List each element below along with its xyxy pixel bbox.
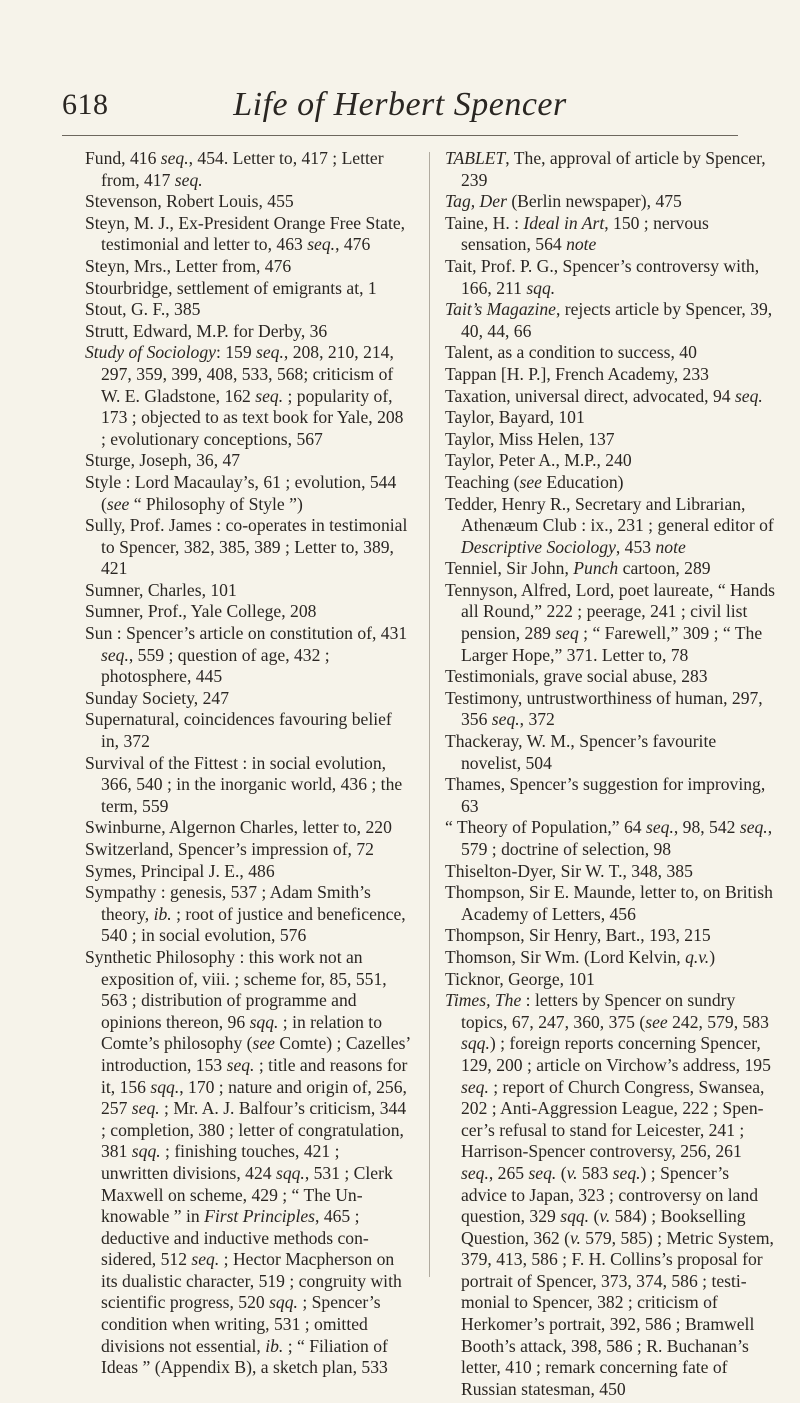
index-entry: Thomson, Sir Wm. (Lord Kelvin, q.v.) xyxy=(445,946,716,967)
index-entry: Sumner, Prof., Yale College, 208 xyxy=(85,601,317,622)
index-entry: Sunday Society, 247 xyxy=(85,687,229,708)
index-entry: Thames, Spencer’s suggestion for improving, 63 xyxy=(445,774,766,816)
index-entry: Taxation, universal direct, advocated, 94 seq. xyxy=(445,385,763,406)
running-title: Life of Herbert Spencer xyxy=(233,86,567,123)
index-column-left xyxy=(85,148,411,1379)
index-entry: Study of Sociology: 159 seq., 208, 210, 214, 297, 359, 399, 408, 533, 568; criticism of W. E. Gladstone, 162 seq. ; popularity of, 173 ; objected to as text book for Yale, 208 ; evolutionary conceptions, 567 xyxy=(85,342,404,449)
index-entry: Style : Lord Macaulay’s, 61 ; evolution, 544 (see “ Philosophy of Style ”) xyxy=(85,471,397,514)
column-divider xyxy=(429,152,430,1277)
index-entry: Strutt, Edward, M.P. for Derby, 36 xyxy=(85,320,328,341)
index-entry: Taine, H. : Ideal in Art, 150 ; nervous sensation, 564 note xyxy=(445,212,709,255)
index-entry: Talent, as a condition to success, 40 xyxy=(445,342,697,363)
index-entry: Taylor, Peter A., M.P., 240 xyxy=(445,450,632,471)
index-entry: Sun : Spencer’s article on constitution of, 431 seq., 559 ; question of age, 432 ; photosphere, 445 xyxy=(85,623,408,687)
index-column-right xyxy=(445,148,775,1400)
index-entry: Synthetic Philosophy : this work not an exposition of, viii. ; scheme for, 85, 551, 563 ; distribution of programme and opinions thereon, 96 sqq. ; in relation to Comte’s philosophy (see Comte) ; Cazelles’ introduction, 153 seq. ; title and reasons for it, 156 sqq., 170 ; nature and origin of, 256, 257 seq. ; Mr. A. J. Balfour’s criticism, 344 ; completion, 380 ; letter of congratulation, 381 sqq. ; finishing touches, 421 ; unwritten divisions, 424 sqq., 531 ; Clerk Maxwell on scheme, 429 ; “ The Unknowable ” in First Principles, 465 ; deductive and inductive methods considered, 512 seq. ; Hector Macpherson on its dualistic character, 519 ; congruity with scientific progress, 520 sqq. ; Spencer’s condition when writing, 531 ; omitted divisions not essential, ib. ; “ Filiation of Ideas ” (Appendix B), a sketch plan, 533 xyxy=(85,946,410,1378)
index-entry: Swinburne, Algernon Charles, letter to, 220 xyxy=(85,817,392,838)
page-header xyxy=(62,86,738,130)
index-entry: Thiselton-Dyer, Sir W. T., 348, 385 xyxy=(445,860,693,881)
index-entry: Testimonials, grave social abuse, 283 xyxy=(445,666,708,687)
index-entry: Thompson, Sir Henry, Bart., 193, 215 xyxy=(445,925,711,946)
index-entry: Tennyson, Alfred, Lord, poet laureate, “ Hands all Round,” 222 ; peerage, 241 ; civil list pension, 289 seq ; “ Farewell,” 309 ; “ The Larger Hope,” 371. Letter to, 78 xyxy=(445,579,776,665)
index-entry: Sully, Prof. James : co-operates in testimonial to Spencer, 382, 385, 389 ; Letter to, 389, 421 xyxy=(85,515,408,579)
index-entry: Sturge, Joseph, 36, 47 xyxy=(85,450,241,471)
index-entry: Stevenson, Robert Louis, 455 xyxy=(85,191,294,212)
index-entry: Thackeray, W. M., Spencer’s favourite novelist, 504 xyxy=(445,731,717,773)
index-entry: Sympathy : genesis, 537 ; Adam Smith’s theory, ib. ; root of justice and beneficence, 540 ; in social evolution, 576 xyxy=(85,882,406,946)
index-entry: Tag, Der (Berlin newspaper), 475 xyxy=(445,191,682,212)
index-entry: Sumner, Charles, 101 xyxy=(85,579,237,600)
index-entry: Survival of the Fittest : in social evolution, 366, 540 ; in the inorganic world, 436 ; the term, 559 xyxy=(85,752,403,816)
index-entry: Symes, Principal J. E., 486 xyxy=(85,860,275,881)
index-entry: Teaching (see Education) xyxy=(445,471,624,492)
index-entry: Ticknor, George, 101 xyxy=(445,968,595,989)
index-entry: Fund, 416 seq., 454. Letter to, 417 ; Letter from, 417 seq. xyxy=(85,148,384,190)
index-entry: Tait, Prof. P. G., Spencer’s controversy with, 166, 211 sqq. xyxy=(445,255,760,298)
index-entry: Tappan [H. P.], French Academy, 233 xyxy=(445,363,709,384)
index-entry: Switzerland, Spencer’s impression of, 72 xyxy=(85,839,374,859)
index-entry: Times, The : letters by Spencer on sundry topics, 67, 247, 360, 375 (see 242, 579, 583 sqq.) ; foreign reports concerning Spencer, 129, 200 ; article on Virchow’s address, 195 seq. ; report of Church Congress, Swansea, 202 ; Anti-Aggression League, 222 ; Spencer’s refusal to stand for Leicester, 241 ; Harrison-Spencer controversy, 256, 261 seq., 265 seq. (v. 583 seq.) ; Spencer’s advice to Japan, 323 ; controversy on land question, 329 sqq. (v. 584) ; Bookselling Question, 362 (v. 579, 585) ; Metric System, 379, 413, 586 ; F. H. Collins’s proposal for portrait of Spencer, 373, 374, 586 ; testimonial to Spencer, 382 ; criticism of Herkomer’s portrait, 392, 586 ; Bramwell Booth’s attack, 398, 586 ; R. Buchanan’s letter, 410 ; remark concerning fate of Russian statesman, 450 xyxy=(445,990,774,1399)
index-entry: Tedder, Henry R., Secretary and Librarian, Athenæum Club : ix., 231 ; general editor of Descriptive Sociology, 453 note xyxy=(445,493,774,557)
index-entry: Thompson, Sir E. Maunde, letter to, on British Academy of Letters, 456 xyxy=(445,882,773,924)
index-entry: Taylor, Bayard, 101 xyxy=(445,407,585,428)
page-number: 618 xyxy=(62,88,109,121)
header-rule xyxy=(62,135,738,136)
index-entry: Steyn, M. J., Ex-President Orange Free State, testimonial and letter to, 463 seq., 476 xyxy=(85,212,406,255)
index-entry: Supernatural, coincidences favouring belief in, 372 xyxy=(85,709,392,752)
index-entry: “ Theory of Population,” 64 seq., 98, 542 seq., 579 ; doctrine of selection, 98 xyxy=(445,817,773,859)
index-entry: Taylor, Miss Helen, 137 xyxy=(445,428,615,449)
index-entry: Testimony, untrustworthiness of human, 297, 356 seq., 372 xyxy=(445,687,763,730)
index-entry: TABLET, The, approval of article by Spencer, 239 xyxy=(445,148,766,190)
index-entry: Stourbridge, settlement of emigrants at, 1 xyxy=(85,277,377,298)
index-entry: Tait’s Magazine, rejects article by Spencer, 39, 40, 44, 66 xyxy=(445,299,773,341)
index-entry: Tenniel, Sir John, Punch cartoon, 289 xyxy=(445,558,711,579)
index-entry: Stout, G. F., 385 xyxy=(85,299,201,320)
index-entry: Steyn, Mrs., Letter from, 476 xyxy=(85,255,292,276)
